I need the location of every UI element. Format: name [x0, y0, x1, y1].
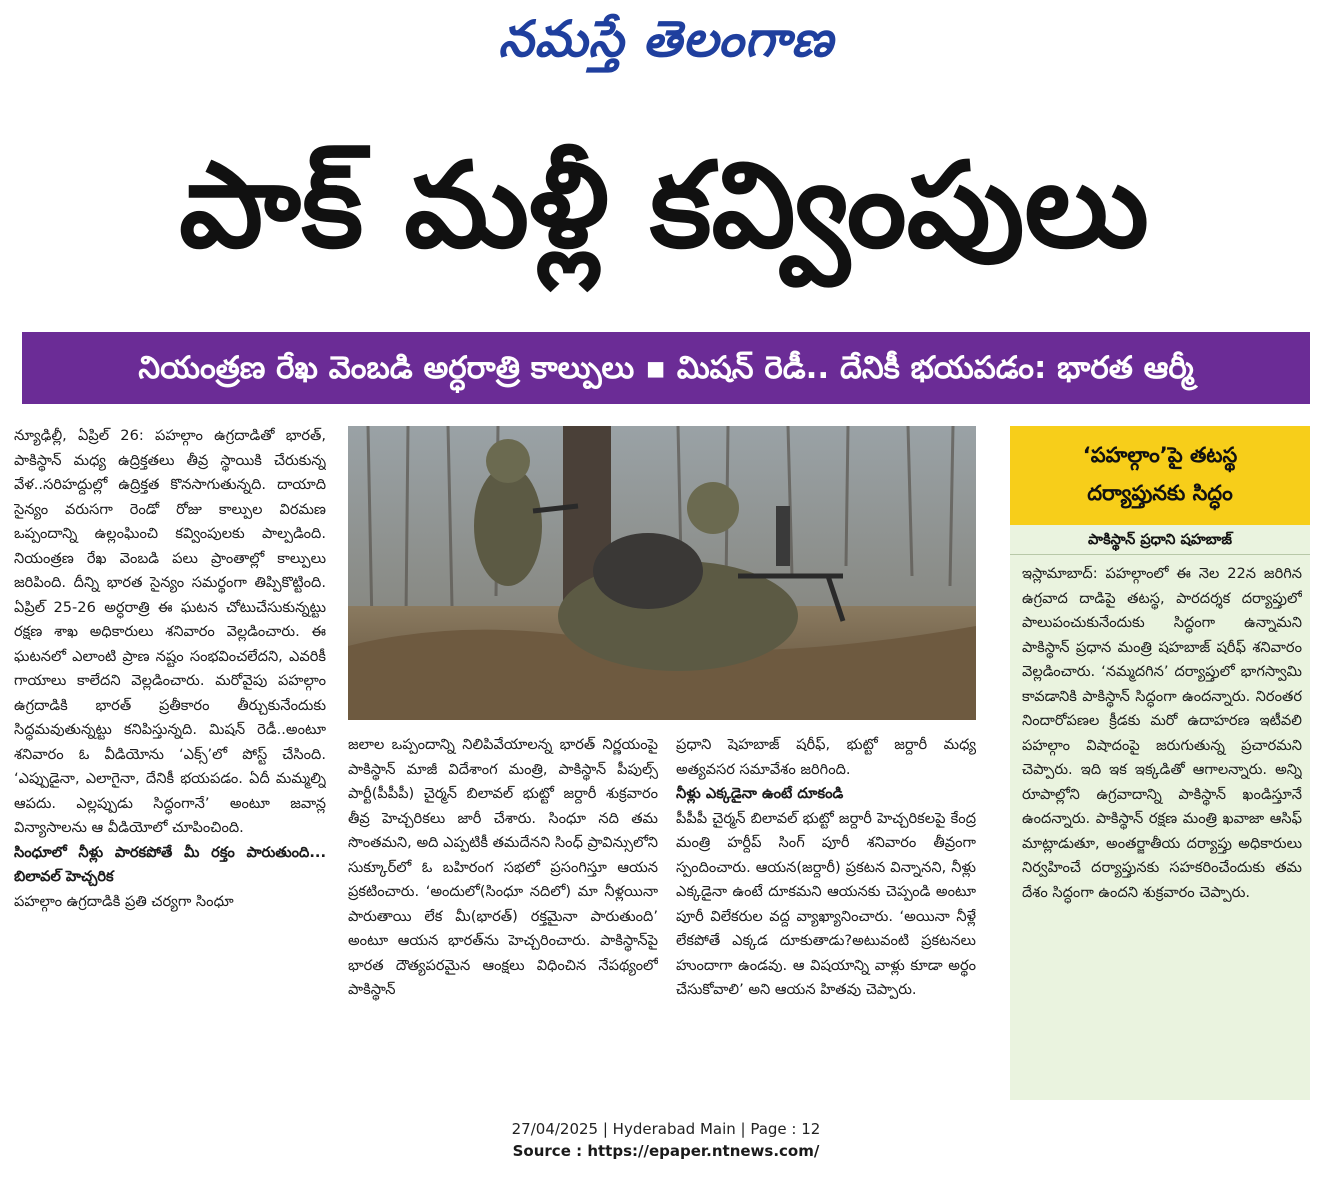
- footer-dateline: 27/04/2025 | Hyderabad Main | Page : 12: [511, 1120, 821, 1138]
- article-subheading: నీళ్లు ఎక్కడైనా ఉంటే దూకండి: [676, 785, 844, 802]
- article-subheading: సింధూలో నీళ్లు పారకపోతే మీ రక్తం పారుతుంది... బిలావల్ హెచ్చరిక: [14, 843, 326, 885]
- strap-subheadline: నియంత్రణ రేఖ వెంబడి అర్ధరాత్రి కాల్పులు ▪ మిషన్ రెడీ.. దేనికీ భయపడం: భారత ఆర్మీ: [22, 332, 1310, 404]
- masthead-logo: [0, 4, 1332, 74]
- footer: [0, 1118, 1332, 1162]
- article-paragraph: న్యూఢిల్లీ, ఏప్రిల్ 26: పహల్గాం ఉగ్రదాడితో భారత్, పాకిస్థాన్ మధ్య ఉద్రిక్తతలు తీవ్ర స్థాయికి చేరుకున్న వేళ..సరిహద్దుల్లో ఉద్రిక్తత కొనసాగుతున్నది. దాయాది సైన్యం వరుసగా రెండో రోజు కాల్పుల విరమణ ఒప్పందాన్ని ఉల్లంఘించి కవ్వింపులకు పాల్పడింది. నియంత్రణ రేఖ వెంబడి పలు ప్రాంతాల్లో కాల్పులు జరిపింది. దీన్ని భారత సైన్యం సమర్థంగా తిప్పికొట్టింది. ఏప్రిల్ 25-26 అర్ధరాత్రి ఈ ఘటన చోటుచేసుకున్నట్టు రక్షణ శాఖ అధికారులు శనివారం వెల్లడించారు. ఈ ఘటనలో ఎలాంటి ప్రాణ నష్టం సంభవించలేదని, ఎవరికీ గాయాలు కాలేదని వెల్లడించారు. మరోవైపు పహల్గాం ఉగ్రదాడికి భారత్ ప్రతీకారం తీర్చుకునేందుకు సిద్ధమవుతున్నట్టు కనిపిస్తున్నది. మిషన్ రెడీ..అంటూ శనివారం ఓ వీడియోను ‘ఎక్స్’లో పోస్ట్ చేసింది. ‘ఎప్పుడైనా, ఎలాగైనా, దేనికీ భయపడం. ఏదీ మమ్మల్ని ఆపదు. ఎల్లప్పుడు సిద్ధంగానే’ అంటూ జవాన్ల విన్యాసాలను ఆ వీడియోలో చూపించింది.: [14, 427, 326, 836]
- soldiers-photo: [348, 426, 976, 720]
- sidebar-byline: పాకిస్థాన్ ప్రధాని షహబాజ్: [1010, 525, 1310, 555]
- sidebar-story: [1010, 426, 1310, 1100]
- headline: పాక్ మళ్లీ కవ్వింపులు: [179, 136, 1149, 274]
- article-paragraph: పీపీపీ చైర్మన్ బిలావల్ భుట్టో జర్దారీ హెచ్చరికలపై కేంద్ర మంత్రి హర్దీప్ సింగ్ పూరీ శనివారం తీవ్రంగా స్పందించారు. ఆయన(జర్దారీ) ప్రకటన విన్నానని, నీళ్లు ఎక్కడైనా ఉంటే దూకమని ఆయనకు చెప్పండి అంటూ పూరీ విలేకరుల వద్ద వ్యాఖ్యానించారు. ‘అయినా నీళ్లే లేకపోతే ఎక్కడ దూకుతాడు?అటువంటి ప్రకటనలు హుందాగా ఉండవు. ఆ విషయాన్ని వాళ్లు కూడా అర్థం చేసుకోవాలి’ అని ఆయన హితవు చెప్పారు.: [676, 809, 976, 998]
- article-column-2: [348, 733, 658, 1095]
- sidebar-title-line-2: దర్యాప్తునకు సిద్ధం: [1087, 481, 1233, 505]
- article-paragraph: ప్రధాని షెహబాజ్ షరీఫ్, భుట్టో జర్దారీ మధ్య అత్యవసర సమావేశం జరిగింది.: [676, 736, 976, 778]
- masthead-title: నమస్తే తెలంగాణ: [498, 10, 834, 68]
- article-paragraph: జలాల ఒప్పందాన్ని నిలిపివేయాలన్న భారత్ నిర్ణయంపై పాకిస్థాన్ మాజీ విదేశాంగ మంత్రి, పాకిస్థాన్ పీపుల్స్ పార్టీ(పీపీపీ) చైర్మన్ బిలావల్ భుట్టో జర్దారీ శుక్రవారం తీవ్ర హెచ్చరికలు జారీ చేశారు. సింధూ నది తమ సొంతమని, అది ఎప్పటికీ తమదేనని సింధ్ ప్రావిన్సులోని సుక్కూర్‌లో ఓ బహిరంగ సభలో ప్రసంగిస్తూ ఆయన ప్రకటించారు. ‘అందులో(సింధూ నదిలో) మా నీళ్లయినా పారుతాయి లేక మీ(భారత్) రక్తమైనా పారుతుంది’ అంటూ ఆయన భారత్‌ను హెచ్చరించారు. పాకిస్థాన్‌పై భారత దౌత్యపరమైన ఆంక్షలు విధించిన నేపథ్యంలో పాకిస్థాన్: [348, 736, 658, 998]
- sidebar-body: [1022, 562, 1302, 1092]
- sidebar-title-line-1: ‘పహల్గాం’పై తటస్థ: [1082, 443, 1238, 467]
- article-paragraph: పహల్గాం ఉగ్రదాడికి ప్రతి చర్యగా సింధూ: [14, 892, 234, 910]
- footer-source: Source : https://epaper.ntnews.com/: [512, 1142, 820, 1160]
- article-column-3: [676, 733, 976, 1095]
- article-column-1: [14, 424, 326, 1094]
- sidebar-headline: [1010, 426, 1310, 525]
- soldiers-photo-image: [348, 426, 976, 720]
- sidebar-paragraph: ఇస్లామాబాద్: పహల్గాంలో ఈ నెల 22న జరిగిన ఉగ్రవాద దాడిపై తటస్థ, పారదర్శక దర్యాప్తులో పాలుపంచుకునేందుకు సిద్ధంగా ఉన్నామని పాకిస్థాన్ ప్రధాన మంత్రి షహబాజ్ షరీఫ్ శనివారం వెల్లడించారు. ‘నమ్మదగిన’ దర్యాప్తులో భాగస్వామి కావడానికి పాకిస్థాన్ సిద్ధంగా ఉందన్నారు. నిరంతర నిందారోపణల క్రీడకు మరో ఉదాహరణ ఇటీవలి పహల్గాం విషాదంపై జరుగుతున్న ప్రచారమని చెప్పారు. ఇది ఇక ఇక్కడితో ఆగాలన్నారు. అన్ని రూపాల్లోని ఉగ్రవాదాన్ని పాకిస్థాన్ ఖండిస్తూనే ఉందన్నారు. పాకిస్థాన్ రక్షణ మంత్రి ఖవాజా ఆసిఫ్ మాట్లాడుతూ, అంతర్జాతీయ దర్యాప్తు అధికారులు నిర్వహించే దర్యాప్తునకు సహకరించేందుకు తమ దేశం సిద్ధంగా ఉందని శుక్రవారం చెప్పారు.: [1022, 565, 1302, 901]
